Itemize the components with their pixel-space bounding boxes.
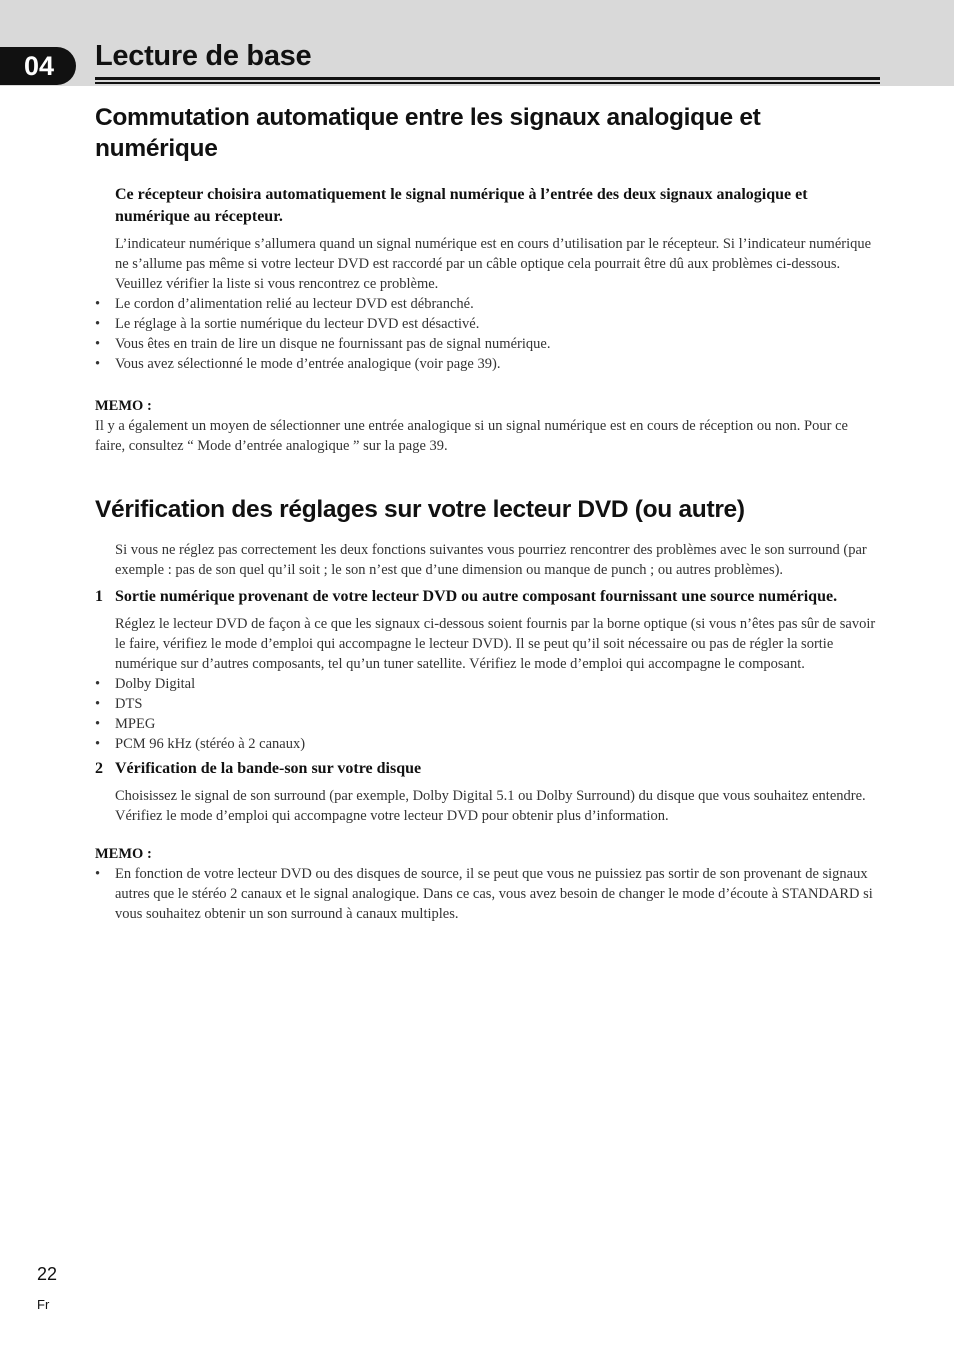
page-number: 22	[37, 1264, 58, 1284]
language-code: Fr	[37, 1297, 50, 1312]
list-item	[95, 864, 880, 924]
lead-paragraph: Ce récepteur choisira automatiquement le signal numérique à l’entrée des deux signaux analogique et numérique au récepteur.	[115, 186, 808, 225]
list-item-text: Dolby Digital	[115, 676, 196, 692]
problem-list	[95, 294, 880, 374]
list-item	[95, 674, 880, 694]
step-title-text: Vérification de la bande-son sur votre disque	[115, 760, 422, 777]
section-heading: Commutation automatique entre les signaux analogique et numérique	[95, 104, 761, 162]
list-item	[95, 714, 880, 734]
list-item-text: PCM 96 kHz (stéréo à 2 canaux)	[115, 736, 306, 752]
bullet-icon: •	[95, 676, 101, 692]
chapter-title: Lecture de base	[95, 40, 312, 72]
bullet-icon: •	[95, 866, 101, 882]
bullet-icon: •	[95, 716, 101, 732]
section-dvd-settings	[95, 494, 880, 924]
memo-list	[95, 864, 880, 924]
page-content	[95, 102, 880, 924]
bullet-icon: •	[95, 336, 101, 352]
step-1-text: Réglez le lecteur DVD de façon à ce que les signaux ci-dessous soient fournis par la borne optique (si vous n’êtes pas sûr de savoir le faire, vérifiez le mode d’emploi qui accompagne le lecteur DVD). Il se peut qu’il soit nécessaire ou pas de régler la sortie numérique sur d’autres composants, tel qu’un tuner satellite. Vérifiez le mode d’emploi qui accompagne le composant.	[115, 616, 876, 672]
list-item-text: Vous êtes en train de lire un disque ne fournissant pas de signal numérique.	[115, 336, 551, 352]
intro-paragraph: Si vous ne réglez pas correctement les deux fonctions suivantes vous pourriez rencontrer des problèmes avec le son surround (par exemple : pas de son quel qu’il soit ; le son n’est que d’une dimension ou manque de punch ; ou autres problèmes).	[115, 542, 867, 578]
section-auto-switching	[95, 102, 880, 456]
bullet-icon: •	[95, 296, 101, 312]
list-item	[95, 314, 880, 334]
list-item-text: Le cordon d’alimentation relié au lecteur DVD est débranché.	[115, 296, 474, 312]
body-paragraph: L’indicateur numérique s’allumera quand un signal numérique est en cours d’utilisation par le récepteur. Si l’indicateur numérique ne s’allume pas même si votre lecteur DVD est raccordé par un câble optique cela pourrait être dû aux problèmes ci-dessous. Veuillez vérifier la liste si vous rencontrez ce problème.	[115, 236, 872, 292]
list-item	[95, 734, 880, 754]
step-title-text: Sortie numérique provenant de votre lecteur DVD ou autre composant fournissant une source numérique.	[115, 588, 838, 605]
step-number: 2	[95, 760, 103, 777]
list-item	[95, 694, 880, 714]
chapter-number-tab: 04	[0, 47, 76, 85]
memo-label: MEMO :	[95, 846, 152, 862]
section-heading: Vérification des réglages sur votre lecteur DVD (ou autre)	[95, 496, 745, 523]
list-item	[95, 294, 880, 314]
list-item-text: En fonction de votre lecteur DVD ou des disques de source, il se peut que vous ne puissiez pas sortir de son provenant de signaux autres que le stéréo 2 canaux et le signal analogique. Dans ce cas, vous avez besoin de changer le mode d’écoute à STANDARD si vous souhaitez obtenir un son surround à canaux multiples.	[115, 866, 873, 922]
bullet-icon: •	[95, 316, 101, 332]
bullet-icon: •	[95, 696, 101, 712]
step-2-text: Choisissez le signal de son surround (par exemple, Dolby Digital 5.1 ou Dolby Surround) du disque que vous souhaitez entendre. Vérifiez le mode d’emploi qui accompagne votre lecteur DVD pour obtenir plus d’information.	[115, 788, 866, 824]
list-item-text: MPEG	[115, 716, 156, 732]
signal-format-list	[95, 674, 880, 754]
step-1-title	[95, 586, 880, 608]
list-item-text: DTS	[115, 696, 143, 712]
list-item	[95, 334, 880, 354]
memo-text: Il y a également un moyen de sélectionner une entrée analogique si un signal numérique est en cours de réception ou non. Pour ce faire, consultez “ Mode d’entrée analogique ” sur la page 39.	[95, 418, 848, 454]
title-rule	[95, 77, 880, 80]
step-2-title	[95, 758, 880, 780]
title-rule-thin	[95, 82, 880, 84]
bullet-icon: •	[95, 356, 101, 372]
list-item-text: Vous avez sélectionné le mode d’entrée analogique (voir page 39).	[115, 356, 501, 372]
memo-label: MEMO :	[95, 398, 152, 414]
bullet-icon: •	[95, 736, 101, 752]
list-item-text: Le réglage à la sortie numérique du lecteur DVD est désactivé.	[115, 316, 480, 332]
step-number: 1	[95, 588, 103, 605]
list-item	[95, 354, 880, 374]
